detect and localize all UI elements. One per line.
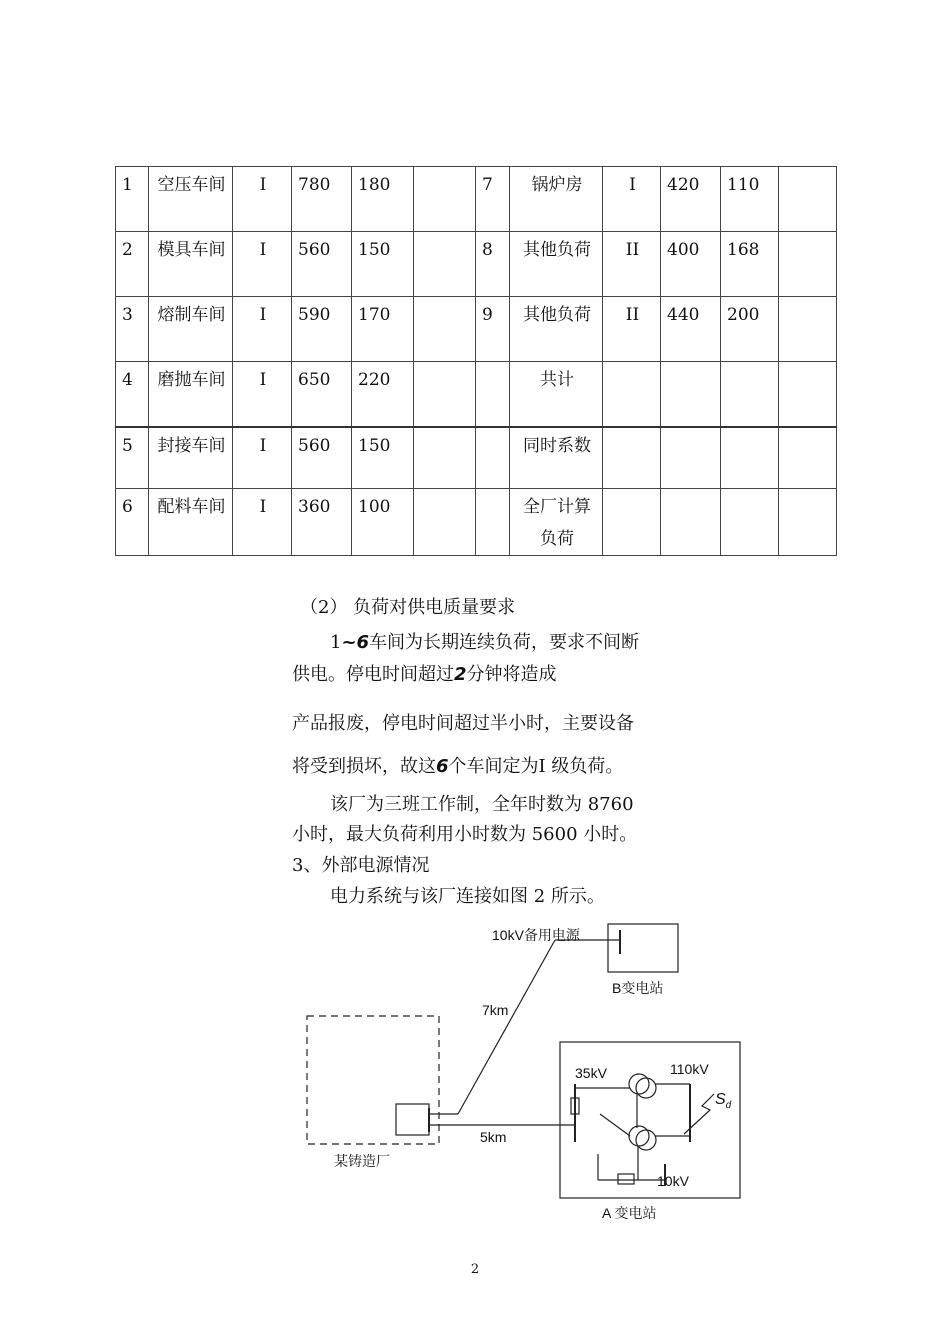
table-body (116, 167, 837, 556)
table-cell: 封接车间 (149, 427, 233, 489)
table-row (116, 362, 837, 427)
table-row (116, 167, 837, 232)
table-cell (414, 167, 476, 232)
table-cell: 熔制车间 (149, 297, 233, 362)
load-table (115, 166, 837, 556)
table-cell: 磨抛车间 (149, 362, 233, 427)
table-cell (721, 489, 779, 556)
table-cell: 3 (116, 297, 149, 362)
table-cell: 全厂计算负荷 (510, 489, 603, 556)
table-cell: II (603, 297, 661, 362)
table-cell (661, 427, 721, 489)
table-cell: 150 (352, 427, 414, 489)
table-cell: 7 (476, 167, 510, 232)
table-cell: II (603, 232, 661, 297)
table-cell: 560 (292, 427, 352, 489)
table-cell (414, 427, 476, 489)
table-cell (603, 362, 661, 427)
table-cell: 780 (292, 167, 352, 232)
table-cell: I (233, 427, 292, 489)
table-cell (721, 362, 779, 427)
station-b-box (608, 924, 678, 972)
table-cell: 150 (352, 232, 414, 297)
table-cell: 420 (661, 167, 721, 232)
table-cell (661, 489, 721, 556)
table-cell (779, 167, 837, 232)
table-cell (476, 427, 510, 489)
paragraph-line: 电力系统与该厂连接如图 2 所示。 (330, 886, 605, 907)
paragraph-line: 将受到损坏，故这6个车间定为Ⅰ 级负荷。 (292, 756, 624, 777)
voltage-110kv-label: 110kV (670, 1061, 709, 1077)
table-cell: 空压车间 (149, 167, 233, 232)
table-cell: 其他负荷 (510, 297, 603, 362)
fault-sd-label: $S_d$ (715, 1091, 732, 1111)
table-cell: 8 (476, 232, 510, 297)
section-heading-3: 3、外部电源情况 (292, 855, 430, 876)
voltage-10kv-label: 10kV (657, 1173, 689, 1189)
factory-label: 某铸造厂 (334, 1153, 390, 1169)
paragraph-line: 该厂为三班工作制，全年时数为 8760 (330, 794, 634, 815)
table-cell (603, 427, 661, 489)
station-b-label: B变电站 (612, 980, 664, 996)
distance-backup-label: 7km (482, 1002, 509, 1018)
table-row (116, 297, 837, 362)
table-cell (414, 362, 476, 427)
table-cell: 650 (292, 362, 352, 427)
table-row (116, 489, 837, 556)
table-cell: I (233, 167, 292, 232)
paragraph-line: 1~6车间为长期连续负荷，要求不间断 (330, 632, 640, 653)
table-cell: 170 (352, 297, 414, 362)
table-cell: 共计 (510, 362, 603, 427)
backup-source-label: 10kV备用电源 (492, 927, 580, 943)
table-cell: I (233, 489, 292, 556)
table-cell: I (603, 167, 661, 232)
table-cell: 锅炉房 (510, 167, 603, 232)
table-cell: 4 (116, 362, 149, 427)
distance-main-label: 5km (480, 1129, 507, 1145)
table-cell: 其他负荷 (510, 232, 603, 297)
table-cell (476, 489, 510, 556)
table-row (116, 427, 837, 489)
table-cell: 440 (661, 297, 721, 362)
table-cell: 180 (352, 167, 414, 232)
table-cell: I (233, 362, 292, 427)
factory-boundary (307, 1016, 439, 1144)
table-cell (779, 427, 837, 489)
paragraph-line: 供电。停电时间超过2分钟将造成 (292, 664, 557, 685)
table-cell: 590 (292, 297, 352, 362)
table-cell: 200 (721, 297, 779, 362)
table-cell: 560 (292, 232, 352, 297)
section-heading-2: （2） 负荷对供电质量要求 (300, 597, 516, 618)
table-cell (779, 297, 837, 362)
table-cell: 168 (721, 232, 779, 297)
table-cell: 9 (476, 297, 510, 362)
table-cell: I (233, 232, 292, 297)
table-cell (661, 362, 721, 427)
page-number: 2 (470, 1262, 480, 1277)
table-cell: 5 (116, 427, 149, 489)
table-cell: 360 (292, 489, 352, 556)
table-cell: 同时系数 (510, 427, 603, 489)
table-cell (721, 427, 779, 489)
table-cell (779, 362, 837, 427)
table-cell: 6 (116, 489, 149, 556)
table-row (116, 232, 837, 297)
factory-substation-box (396, 1104, 429, 1135)
table-cell: 400 (661, 232, 721, 297)
paragraph-line: 产品报废，停电时间超过半小时，主要设备 (292, 713, 634, 734)
table-cell: 配料车间 (149, 489, 233, 556)
table-cell: 100 (352, 489, 414, 556)
station-a-label: A 变电站 (602, 1205, 657, 1221)
table-cell: 2 (116, 232, 149, 297)
table-cell: I (233, 297, 292, 362)
voltage-35kv-label: 35kV (575, 1065, 607, 1081)
table-cell: 1 (116, 167, 149, 232)
table-cell (779, 232, 837, 297)
power-supply-diagram (290, 918, 750, 1230)
table-cell (779, 489, 837, 556)
table-cell: 220 (352, 362, 414, 427)
table-cell (414, 232, 476, 297)
table-cell: 模具车间 (149, 232, 233, 297)
table-cell (414, 489, 476, 556)
paragraph-line: 小时，最大负荷利用小时数为 5600 小时。 (292, 824, 638, 845)
table-cell (603, 489, 661, 556)
table-cell (476, 362, 510, 427)
table-cell (414, 297, 476, 362)
table-cell: 110 (721, 167, 779, 232)
